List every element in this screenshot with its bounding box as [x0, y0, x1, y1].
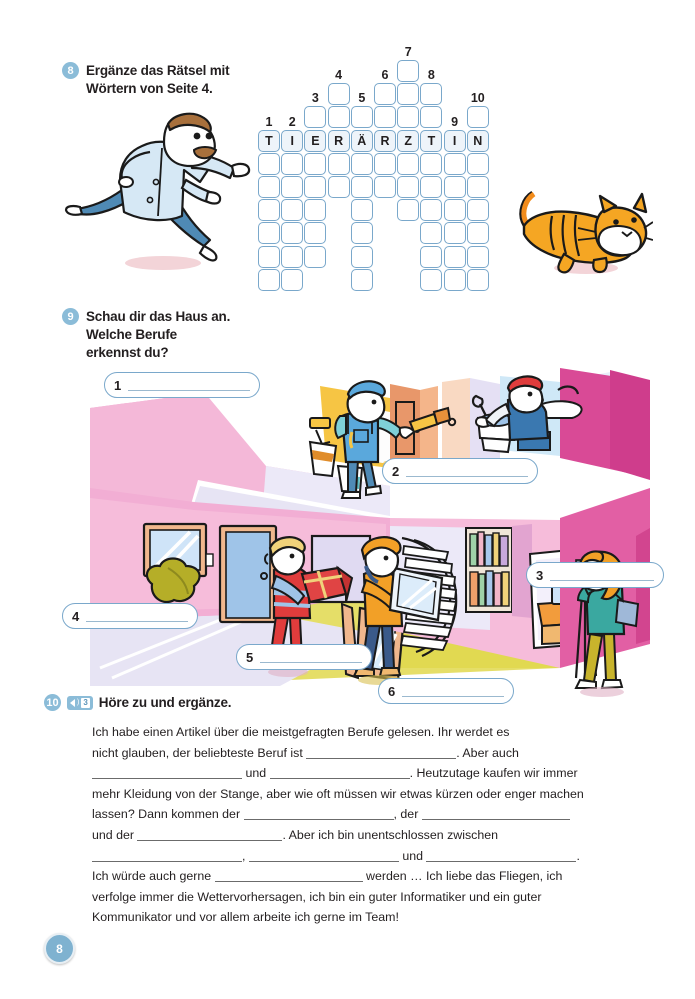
exercise-8-title-line-2: Wörtern von Seite 4. [86, 80, 213, 96]
crossword-cell-5-2[interactable] [351, 106, 373, 128]
crossword-column-number-7: 7 [404, 45, 412, 59]
crossword-cell-6-5[interactable] [374, 176, 396, 198]
crossword-cell-8-6[interactable] [420, 199, 442, 221]
exercise-10-title: Höre zu und ergänze. [98, 695, 232, 710]
answer-box-3-number: 3 [536, 567, 544, 583]
text-segment: und [398, 848, 427, 863]
text-segment: nicht glauben, der beliebteste Beruf ist [92, 745, 307, 760]
crossword-cell-2-5[interactable] [281, 176, 303, 198]
crossword-cell-8-5[interactable] [420, 176, 442, 198]
exercise-10-line [92, 866, 632, 887]
crossword-cell-10-8[interactable] [467, 246, 489, 268]
crossword-cell-10-5[interactable] [467, 176, 489, 198]
answer-box-1-number: 1 [114, 377, 122, 393]
crossword-column-number-1: 1 [265, 114, 273, 129]
crossword-cell-4-1[interactable] [328, 83, 350, 105]
crossword-cell-10-4[interactable] [467, 153, 489, 175]
crossword-cell-1-9[interactable] [258, 269, 280, 291]
crossword-cell-6-1[interactable] [374, 83, 396, 105]
exercise-9-title-line-1: Schau dir das Haus an. [86, 309, 231, 324]
crossword-cell-7-6[interactable] [397, 199, 419, 221]
answer-box-6[interactable] [378, 678, 514, 704]
crossword-cell-3-4[interactable] [304, 153, 326, 175]
crossword-column-number-3: 3 [311, 91, 319, 106]
crossword-cell-solution-8 [420, 130, 442, 152]
exercise-9-header [62, 308, 262, 362]
crossword-cell-8-2[interactable] [420, 106, 442, 128]
crossword-cell-4-5[interactable] [328, 176, 350, 198]
cat-illustration [508, 182, 653, 277]
crossword-cell-solution-10 [467, 130, 489, 152]
exercise-8-header [62, 62, 272, 98]
answer-box-5-line[interactable] [260, 651, 362, 663]
fill-in-blank[interactable] [215, 868, 363, 882]
exercise-9-title [86, 308, 230, 362]
fill-in-blank[interactable] [92, 848, 242, 862]
text-segment: und der [92, 827, 138, 842]
text-segment: Ich habe einen Artikel über die meistgefragten Berufe gelesen. Ihr werdet es [92, 725, 510, 739]
crossword-cell-4-4[interactable] [328, 153, 350, 175]
crossword-cell-2-6[interactable] [281, 199, 303, 221]
fill-in-blank[interactable] [270, 765, 410, 779]
crossword-cell-7-2[interactable] [397, 106, 419, 128]
answer-box-4[interactable] [62, 603, 198, 629]
crossword-solution-letter: E [311, 133, 320, 148]
text-segment: , der [393, 807, 422, 822]
crossword-cell-solution-3 [304, 130, 326, 152]
crossword-cell-1-8[interactable] [258, 246, 280, 268]
exercise-10-line [92, 804, 632, 825]
crossword-cell-2-8[interactable] [281, 246, 303, 268]
text-segment: , [242, 848, 249, 863]
text-segment: und [242, 766, 270, 781]
crossword-cell-3-5[interactable] [304, 176, 326, 198]
house-illustration [72, 368, 670, 699]
fill-in-blank[interactable] [137, 827, 282, 841]
answer-box-4-number: 4 [72, 608, 80, 624]
crossword-solution-letter: I [452, 133, 457, 148]
crossword-cell-9-8[interactable] [444, 246, 466, 268]
fill-in-blank[interactable] [306, 745, 456, 759]
text-segment: . Aber ich bin unentschlossen zwischen [282, 827, 499, 842]
crossword-cell-solution-4 [328, 130, 350, 152]
crossword-cell-3-7[interactable] [304, 222, 326, 244]
crossword-cell-10-2[interactable] [467, 106, 489, 128]
crossword-cell-8-7[interactable] [420, 222, 442, 244]
text-segment: . Aber auch [456, 745, 519, 760]
crossword-cell-10-6[interactable] [467, 199, 489, 221]
exercise-10-number: 10 [44, 694, 61, 711]
exercise-8-title [86, 62, 229, 98]
crossword-cell-7-0[interactable] [397, 60, 419, 82]
text-segment: verfolge immer die Wettervorhersagen, ich bin ein guter Informatiker und ein guter [92, 889, 542, 904]
answer-box-5-number: 5 [246, 649, 254, 665]
crossword-cell-1-7[interactable] [258, 222, 280, 244]
crossword-cell-5-5[interactable] [351, 176, 373, 198]
crossword-cell-5-9[interactable] [351, 269, 373, 291]
crossword-cell-5-6[interactable] [351, 199, 373, 221]
crossword-solution-letter: R [334, 133, 344, 148]
crossword-solution-letter: I [290, 133, 294, 148]
answer-box-5[interactable] [236, 644, 372, 670]
answer-box-3-line[interactable] [550, 569, 654, 581]
exercise-10-text [92, 722, 632, 928]
crossword-cell-10-9[interactable] [467, 269, 489, 291]
text-segment: . [576, 848, 580, 863]
crossword-solution-letter: Ä [357, 133, 367, 148]
answer-box-2-number: 2 [392, 463, 400, 479]
crossword-cell-9-5[interactable] [444, 176, 466, 198]
crossword-cell-1-5[interactable] [258, 176, 280, 198]
exercise-10-line [92, 887, 632, 908]
answer-box-3[interactable] [526, 562, 664, 588]
text-segment: Kommunikator und vor allem arbeite ich gerne im Team! [92, 910, 399, 925]
crossword-cell-2-9[interactable] [281, 269, 303, 291]
exercise-10-line [92, 825, 632, 846]
crossword-column-number-8: 8 [427, 68, 435, 83]
exercise-9-title-line-2: Welche Berufe [86, 326, 177, 342]
crossword-cell-9-9[interactable] [444, 269, 466, 291]
crossword-cell-8-4[interactable] [420, 153, 442, 175]
crossword-cell-solution-9 [444, 130, 466, 152]
exercise-9-number: 9 [62, 308, 79, 325]
crossword-cell-9-4[interactable] [444, 153, 466, 175]
crossword-column-number-2: 2 [288, 114, 296, 129]
crossword-cell-5-7[interactable] [351, 222, 373, 244]
exercise-10-header [44, 694, 231, 712]
exercise-10-line [92, 784, 632, 805]
exercise-9-title-line-3: erkennst du? [86, 344, 169, 360]
crossword-cell-5-8[interactable] [351, 246, 373, 268]
sound-wave-icon: ) [77, 699, 80, 707]
exercise-8-number: 8 [62, 62, 79, 79]
crossword-cell-8-1[interactable] [420, 83, 442, 105]
crossword-cell-8-9[interactable] [420, 269, 442, 291]
exercise-10-line [92, 743, 632, 764]
crossword-solution-letter: T [265, 133, 273, 148]
text-segment: werden … Ich liebe das Fliegen, ich [362, 869, 563, 884]
page-number: 8 [44, 933, 75, 964]
crossword-cell-2-7[interactable] [281, 222, 303, 244]
crossword-cell-9-7[interactable] [444, 222, 466, 244]
crossword-cell-10-7[interactable] [467, 222, 489, 244]
crossword-cell-7-5[interactable] [397, 176, 419, 198]
exercise-8-title-line-1: Ergänze das Rätsel mit [86, 63, 230, 78]
crossword-cell-7-4[interactable] [397, 153, 419, 175]
fill-in-blank[interactable] [422, 806, 570, 820]
answer-box-6-number: 6 [388, 683, 396, 699]
crossword-cell-7-1[interactable] [397, 83, 419, 105]
speaker-icon [70, 699, 75, 707]
crossword-solution-letter: T [427, 133, 436, 148]
crossword-cell-6-2[interactable] [374, 106, 396, 128]
answer-box-2-line[interactable] [406, 465, 528, 477]
answer-box-1-line[interactable] [128, 379, 250, 391]
answer-box-1[interactable] [104, 372, 260, 398]
answer-box-4-line[interactable] [86, 610, 188, 622]
text-segment: mehr Kleidung von der Stange, aber wie oft müssen wir etwas kürzen oder enger machen [92, 786, 584, 801]
crossword-cell-3-8[interactable] [304, 246, 326, 268]
exercise-10-line [92, 846, 632, 867]
audio-track-number: 3 [83, 697, 88, 707]
crossword-cell-1-4[interactable] [258, 153, 280, 175]
crossword-solution-letter: N [473, 133, 483, 148]
crossword-cell-5-4[interactable] [351, 153, 373, 175]
crossword-solution-letter: Z [404, 133, 412, 148]
crossword-cell-6-4[interactable] [374, 153, 396, 175]
crossword-cell-solution-7 [397, 130, 419, 152]
fill-in-blank[interactable] [92, 765, 242, 779]
crossword-cell-3-6[interactable] [304, 199, 326, 221]
fill-in-blank[interactable] [426, 848, 576, 862]
crossword-cell-1-6[interactable] [258, 199, 280, 221]
veterinarian-illustration [58, 108, 258, 273]
crossword-cell-8-8[interactable] [420, 246, 442, 268]
answer-box-2[interactable] [382, 458, 538, 484]
audio-track-icon[interactable] [67, 696, 93, 710]
crossword-cell-solution-6 [374, 130, 396, 152]
crossword-cell-2-4[interactable] [281, 153, 303, 175]
crossword-column-number-5: 5 [358, 91, 366, 106]
answer-box-6-line[interactable] [402, 685, 504, 697]
crossword-cell-3-2[interactable] [304, 106, 326, 128]
fill-in-blank[interactable] [244, 806, 394, 820]
crossword-cell-9-6[interactable] [444, 199, 466, 221]
crossword-column-number-9: 9 [451, 114, 459, 129]
exercise-10-line [92, 722, 632, 743]
crossword-grid[interactable] [258, 46, 508, 356]
text-segment: lassen? Dann kommen der [92, 807, 244, 822]
text-segment: . Heutzutage kaufen wir immer [409, 766, 578, 781]
crossword-column-number-10: 10 [470, 91, 485, 106]
crossword-cell-solution-2 [281, 130, 303, 152]
exercise-10-line [92, 907, 632, 928]
crossword-cell-solution-1 [258, 130, 280, 152]
text-segment: Ich würde auch gerne [92, 869, 215, 884]
crossword-solution-letter: R [380, 133, 390, 148]
fill-in-blank[interactable] [249, 848, 399, 862]
crossword-column-number-6: 6 [381, 68, 389, 83]
exercise-10-line [92, 763, 632, 784]
crossword-cell-4-2[interactable] [328, 106, 350, 128]
crossword-column-number-4: 4 [335, 68, 343, 83]
crossword-cell-solution-5 [351, 130, 373, 152]
